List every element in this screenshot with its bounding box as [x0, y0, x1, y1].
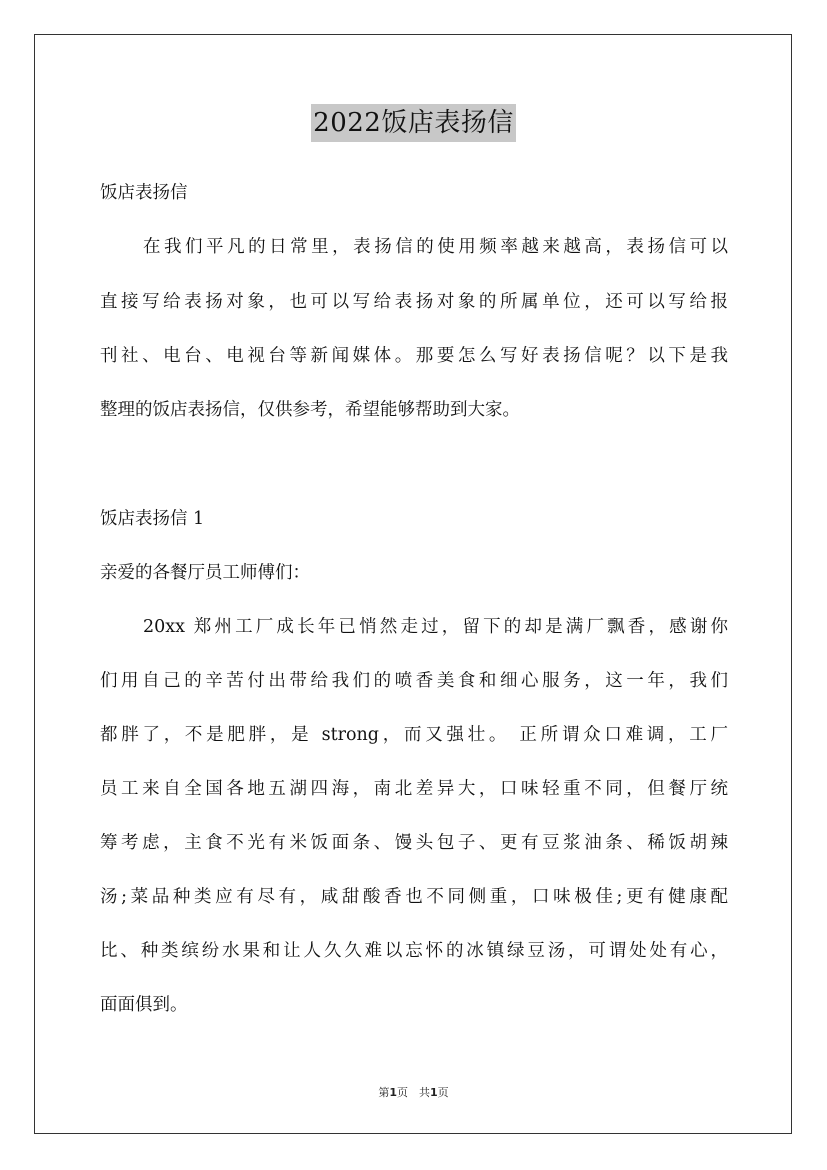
- body-line-6: 汤;菜品种类应有尽有，咸甜酸香也不同侧重，口味极佳;更有健康配: [100, 887, 728, 907]
- body-line-4: 员工来自全国各地五湖四海，南北差异大，口味轻重不同，但餐厅统: [100, 779, 728, 799]
- section-title: 饭店表扬信 1: [100, 509, 205, 529]
- footer-page-total: 1: [430, 1086, 438, 1099]
- page-footer: [0, 1084, 827, 1100]
- document-title: 2022饭店表扬信: [311, 104, 516, 142]
- footer-page-number: 1: [389, 1086, 397, 1099]
- title-container: [0, 104, 827, 142]
- footer-prefix: 第: [378, 1086, 390, 1099]
- body-line-8: 面面俱到。: [100, 995, 188, 1015]
- body-line-7: 比、种类缤纷水果和让人久久难以忘怀的冰镇绿豆汤，可谓处处有心，: [100, 941, 728, 961]
- intro-line-1: 在我们平凡的日常里，表扬信的使用频率越来越高，表扬信可以: [143, 237, 728, 257]
- intro-line-4: 整理的饭店表扬信，仅供参考，希望能够帮助到大家。: [100, 400, 520, 420]
- salutation: 亲爱的各餐厅员工师傅们：: [100, 563, 310, 583]
- footer-mid: 页 共: [397, 1086, 430, 1099]
- body-line-1: 20xx 郑州工厂成长年已悄然走过，留下的却是满厂飘香，感谢你: [143, 617, 728, 637]
- intro-line-3: 刊社、电台、电视台等新闻媒体。那要怎么写好表扬信呢？以下是我: [100, 346, 728, 366]
- body-line-3: 都胖了，不是肥胖，是 strong，而又强壮。 正所谓众口难调，工厂: [100, 725, 728, 745]
- body-line-2: 们用自己的辛苦付出带给我们的喷香美食和细心服务，这一年，我们: [100, 671, 728, 691]
- intro-line-2: 直接写给表扬对象，也可以写给表扬对象的所属单位，还可以写给报: [100, 292, 728, 312]
- body-line-5: 筹考虑，主食不光有米饭面条、馒头包子、更有豆浆油条、稀饭胡辣: [100, 833, 728, 853]
- document-heading: 饭店表扬信: [100, 183, 188, 203]
- footer-suffix: 页: [437, 1086, 449, 1099]
